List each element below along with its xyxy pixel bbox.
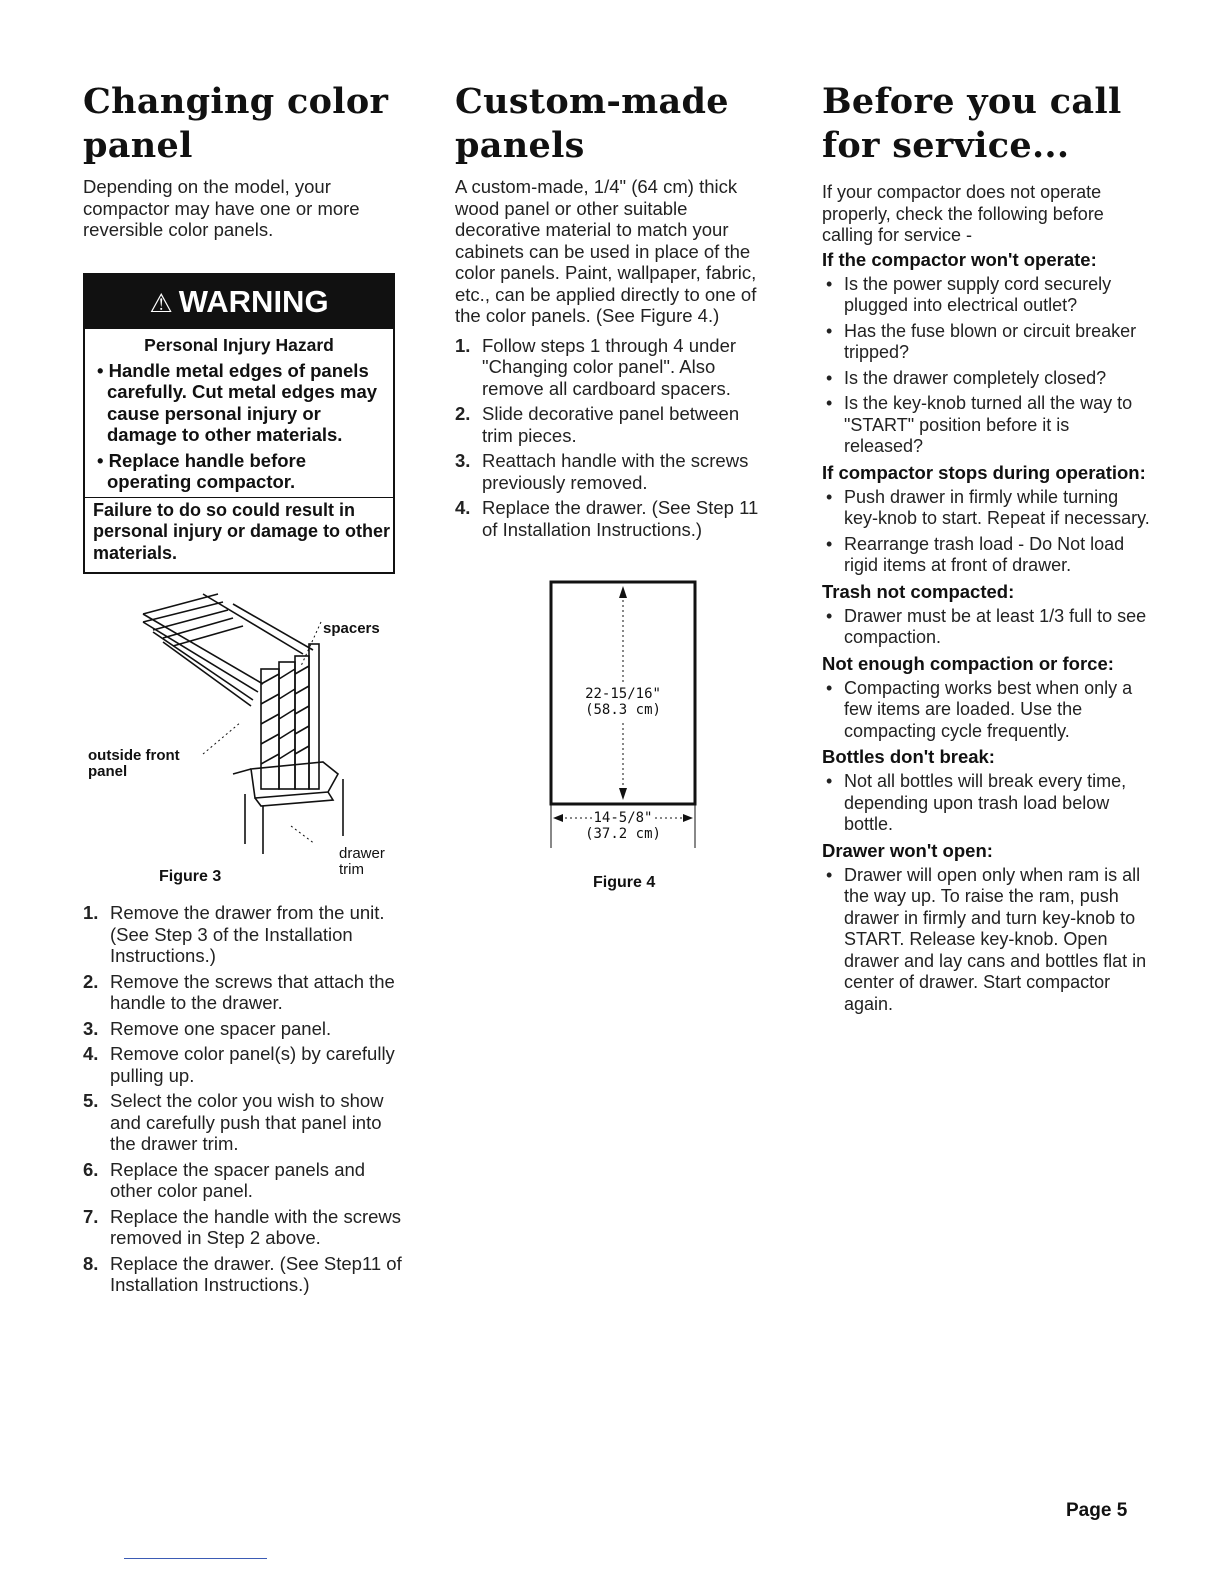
label-outside-line-1: outside front bbox=[88, 747, 180, 764]
footer-rule bbox=[124, 1558, 267, 1559]
intro-text: A custom-made, 1/4" (64 cm) thick wood panel or other suitable decorative material to match your cabinets can be used in place of the color panels. Paint, wallpaper, fabric, etc., can be applied directly to one of the color panels. (See Figure 4.) bbox=[455, 176, 757, 326]
step-item bbox=[455, 403, 775, 446]
figure-3 bbox=[83, 574, 403, 894]
step-item bbox=[83, 902, 403, 967]
trouble-item: • Rearrange trash load - Do Not load rigid items at front of drawer. bbox=[822, 534, 1152, 577]
title-line-2: panel bbox=[83, 125, 193, 166]
trouble-item: • Push drawer in firmly while turning key-knob to start. Repeat if necessary. bbox=[822, 487, 1152, 530]
title-line-1: Changing color bbox=[83, 81, 389, 122]
step-item bbox=[83, 1090, 403, 1155]
step-number: 4. bbox=[83, 1043, 99, 1064]
height-cm: (58.3 cm) bbox=[585, 702, 661, 718]
trouble-heading: Not enough compaction or force: bbox=[822, 652, 1114, 674]
warning-bullet-text: Handle metal edges of panels carefully. Cut metal edges may cause personal injury or damage to other materials. bbox=[107, 359, 378, 445]
intro-text: Depending on the model, your compactor may have one or more reversible color panels. bbox=[83, 176, 360, 240]
steps-list bbox=[83, 902, 403, 1296]
trouble-item: • Drawer must be at least 1/3 full to see compaction. bbox=[822, 606, 1152, 649]
step-item bbox=[83, 1206, 403, 1249]
figure-4-width-label bbox=[575, 810, 671, 842]
title-line-2: for service... bbox=[822, 125, 1070, 166]
width-cm: (37.2 cm) bbox=[585, 826, 661, 842]
step-number: 2. bbox=[83, 970, 99, 992]
trouble-heading: Drawer won't open: bbox=[822, 839, 993, 861]
step-number: 7. bbox=[83, 1205, 99, 1227]
figure-3-caption: Figure 3 bbox=[159, 868, 222, 885]
section-title-before-you-call bbox=[822, 80, 1152, 168]
title-line-1: Custom-made bbox=[455, 81, 729, 122]
step-text: Remove one spacer panel. bbox=[110, 1017, 332, 1039]
warning-body bbox=[85, 329, 393, 573]
trouble-item: • Is the power supply cord securely plugged into electrical outlet? bbox=[822, 274, 1152, 317]
width-inches: 14-5/8" bbox=[593, 810, 653, 826]
label-spacers: spacers bbox=[323, 620, 380, 637]
label-drawer-line-1: drawer bbox=[339, 845, 385, 862]
step-number: 1. bbox=[455, 334, 471, 356]
warning-header bbox=[85, 275, 393, 329]
step-text: Slide decorative panel between trim pieces. bbox=[482, 403, 740, 446]
step-number: 5. bbox=[83, 1090, 99, 1111]
step-item bbox=[455, 497, 775, 540]
section-title-changing-color-panel bbox=[83, 80, 403, 168]
title-line-2: panels bbox=[455, 125, 585, 166]
trouble-heading: If compactor stops during operation: bbox=[822, 461, 1146, 483]
step-text: Select the color you wish to show and carefully push that panel into the drawer trim. bbox=[110, 1090, 384, 1154]
step-item bbox=[83, 1159, 403, 1202]
step-item bbox=[455, 335, 775, 400]
step-text: Replace the handle with the screws removed in Step 2 above. bbox=[110, 1205, 402, 1248]
trouble-item: • Not all bottles will break every time, depending upon trash load below bottle. bbox=[822, 771, 1152, 836]
column-custom-made-panels bbox=[455, 80, 775, 908]
step-number: 4. bbox=[455, 497, 471, 518]
warning-box bbox=[83, 273, 395, 575]
figure-4-caption: Figure 4 bbox=[593, 874, 656, 891]
step-number: 8. bbox=[83, 1252, 99, 1274]
figure-4 bbox=[455, 578, 775, 908]
step-number: 3. bbox=[83, 1017, 99, 1039]
title-line-1: Before you call bbox=[822, 81, 1122, 122]
trouble-item: • Is the drawer completely closed? bbox=[822, 368, 1152, 390]
column-changing-color-panel bbox=[83, 80, 403, 1300]
step-text: Replace the drawer. (See Step11 of Installation Instructions.) bbox=[110, 1252, 402, 1295]
step-text: Follow steps 1 through 4 under "Changing color panel". Also remove all cardboard spacers. bbox=[482, 334, 737, 399]
warning-subtitle: Personal Injury Hazard bbox=[144, 334, 334, 355]
page-number: Page 5 bbox=[1066, 1500, 1128, 1521]
step-text: Remove the screws that attach the handle to the drawer. bbox=[110, 970, 395, 1013]
trouble-item: • Has the fuse blown or circuit breaker tripped? bbox=[822, 321, 1152, 364]
trouble-heading: If the compactor won't operate: bbox=[822, 248, 1097, 270]
step-number: 3. bbox=[455, 450, 471, 471]
step-item bbox=[83, 1253, 403, 1296]
intro-text: If your compactor does not operate properly, check the following before calling for service - bbox=[822, 182, 1104, 245]
step-number: 6. bbox=[83, 1158, 99, 1180]
trouble-item: • Drawer will open only when ram is all the way up. To raise the ram, push drawer in firmly and turn key-knob to START. Release key-knob. Open drawer and lay cans and bottles flat in center of drawer. Start compactor again. bbox=[822, 865, 1152, 1016]
steps-list bbox=[455, 335, 775, 541]
step-number: 1. bbox=[83, 902, 99, 923]
warning-header-text: WARNING bbox=[178, 283, 329, 319]
step-text: Remove the drawer from the unit. (See Step 3 of the Installation Instructions.) bbox=[110, 902, 385, 966]
warning-triangle-icon: ⚠ bbox=[149, 287, 173, 318]
label-outside-front-panel bbox=[88, 748, 180, 780]
step-text: Reattach handle with the screws previously removed. bbox=[482, 450, 749, 493]
warning-footer: Failure to do so could result in personal injury or damage to other materials. bbox=[85, 497, 393, 565]
step-number: 2. bbox=[455, 403, 471, 424]
step-item bbox=[83, 971, 403, 1014]
step-text: Remove color panel(s) by carefully pulling up. bbox=[110, 1043, 395, 1086]
trouble-item: • Compacting works best when only a few items are loaded. Use the compacting cycle frequently. bbox=[822, 678, 1152, 743]
step-text: Replace the drawer. (See Step 11 of Installation Instructions.) bbox=[482, 497, 759, 540]
trouble-heading: Trash not compacted: bbox=[822, 580, 1015, 602]
warning-bullet: • Replace handle before operating compactor. bbox=[97, 449, 307, 492]
trouble-item: • Is the key-knob turned all the way to "START" position before it is released? bbox=[822, 393, 1152, 458]
warning-bullet: • Handle metal edges of panels carefully. Cut metal edges may cause personal injury or damage to other materials. bbox=[97, 359, 378, 445]
section-title-custom-made-panels bbox=[455, 80, 775, 168]
column-before-you-call bbox=[822, 80, 1152, 1019]
figure-4-height-label bbox=[575, 686, 671, 718]
step-text: Replace the spacer panels and other color panel. bbox=[110, 1158, 366, 1201]
trouble-heading: Bottles don't break: bbox=[822, 746, 995, 767]
warning-bullet-text: Replace handle before operating compactor. bbox=[107, 449, 307, 492]
height-inches: 22-15/16" bbox=[585, 686, 661, 702]
label-drawer-line-2: trim bbox=[339, 861, 364, 878]
label-outside-line-2: panel bbox=[88, 763, 128, 780]
label-drawer-trim bbox=[339, 846, 385, 878]
step-item bbox=[83, 1018, 403, 1040]
step-item bbox=[83, 1043, 403, 1086]
step-item bbox=[455, 450, 775, 493]
